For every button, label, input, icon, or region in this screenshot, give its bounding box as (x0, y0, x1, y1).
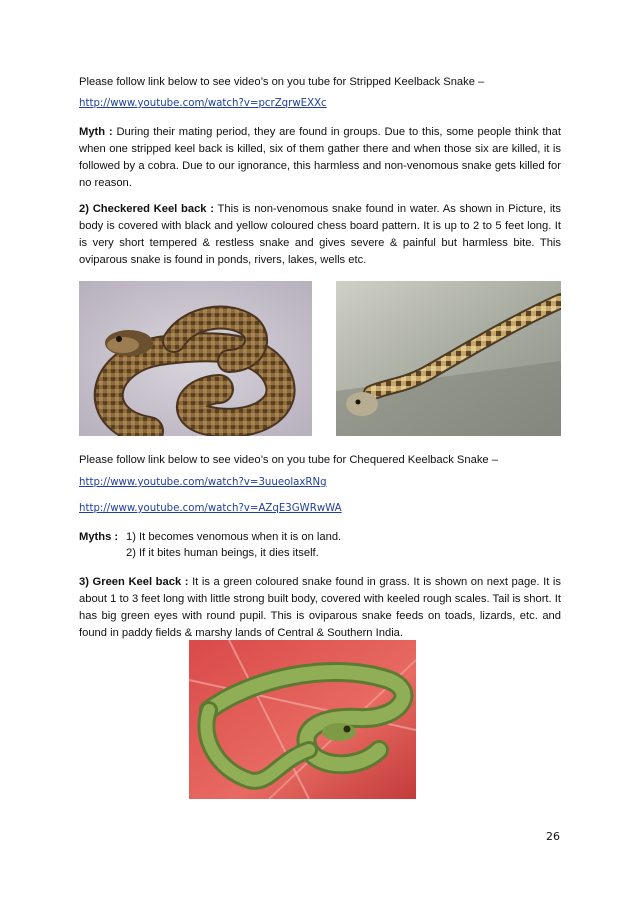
checkered-keelback-photo-rock (336, 281, 561, 436)
green-keelback-photo (189, 640, 416, 799)
myths-label (79, 529, 118, 546)
page-number: 26 (546, 830, 560, 843)
myth-text: During their mating period, they are found in groups. Due to this, some people think that when one stripped keel back is killed, six of them gather there and when those six are killed, it is followed by a cobra. Due to our ignorance, this harmless and non-venomous snake gets killed for no reason. (79, 126, 562, 189)
intro-chequered-keelback: Please follow link below to see video’s on you tube for Chequered Keelback Snake – (79, 454, 498, 466)
myth-label: Myth : (79, 126, 113, 138)
checkered-keelback-paragraph (79, 201, 561, 269)
checkered-text: This is non-venomous snake found in water. As shown in Picture, its body is covered with black and yellow coloured chess board pattern. It is up to 2 to 5 feet long. It is very short tempered & restless snake and gives severe & painful but harmless bite. This oviparous snake is found in ponds, rivers, lakes, wells etc. (79, 203, 562, 266)
green-text: It is a green coloured snake found in grass. It is shown on next page. It is about 1 to 3 feet long with little strong built body, covered with keeled rough scales. Tail is short. It has big green eyes with round pupil. This is oviparous snake feeds on toads, lizards, etc. and found in paddy fields & marshy lands of Central & Southern India. (79, 576, 561, 639)
checkered-heading: 2) Checkered Keel back : (79, 203, 215, 215)
myths-label-text: Myths : (79, 531, 119, 543)
myth-paragraph-1 (79, 124, 561, 192)
green-heading: 3) Green Keel back : (79, 576, 189, 588)
green-keelback-paragraph (79, 574, 561, 642)
myth-item-1: 1) It becomes venomous when it is on land. (126, 531, 342, 543)
myth-item-2: 2) If it bites human beings, it dies itself. (126, 547, 319, 559)
link-stripped-keelback-video[interactable]: http://www.youtube.com/watch?v=pcrZqrwEXXc (79, 98, 327, 109)
link-chequered-keelback-video-2[interactable]: http://www.youtube.com/watch?v=AZqE3GWRwWA (79, 503, 342, 514)
intro-stripped-keelback: Please follow link below to see video’s on you tube for Stripped Keelback Snake – (79, 76, 485, 88)
checkered-keelback-photo-coiled (79, 281, 312, 436)
link-chequered-keelback-video-1[interactable]: http://www.youtube.com/watch?v=3uueolaxRNg (79, 477, 327, 488)
